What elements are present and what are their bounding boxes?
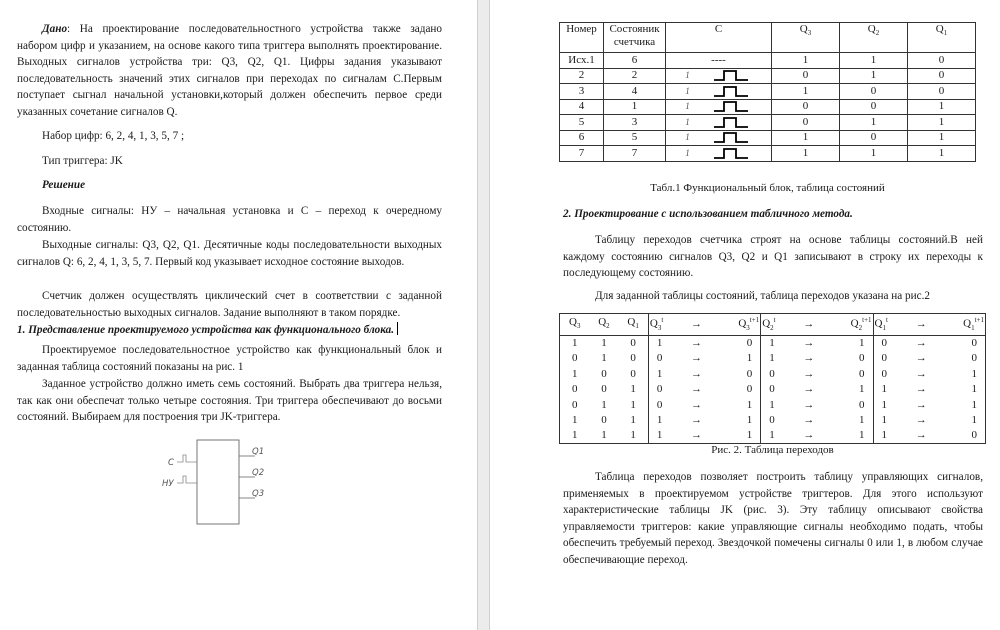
col-header-c: С	[666, 23, 772, 53]
output-q2-label: Q2	[252, 468, 265, 478]
table-row: 3 4 1 1 0 0	[560, 84, 976, 100]
given-paragraph: Дано: На проектирование последовательностного устройства также задано набором цифр и указанием, на основе какого типа триггера выполнять проектирование. Выходных сигналов устройства три: Q3, Q2, Q1. Цифры задания указывают последовательность значений этих сигналов при переходах по сигналам С.Первым поступает сыгнал начальной установки,который должен обеспечить первое среди указанных сочетание сигналов Q.	[17, 23, 442, 118]
solution-heading: Решение	[42, 179, 86, 191]
text-cursor	[397, 322, 398, 335]
counter-paragraph: Счетчик должен осуществлять циклический счет в соответствии с заданной последовательностью выходных сигналов. Задание выполняют в таком порядке.	[17, 290, 442, 319]
col-header-q1-t1: $Q_1^{t+1}$	[935, 314, 985, 336]
digit-set-line: Набор цифр: 6, 2, 4, 1, 3, 5, 7 ;	[42, 130, 185, 142]
table-row: Исх.1 6 ---- 1 1 0	[560, 53, 976, 69]
table-row: 6 5 1 1 0 1	[560, 130, 976, 146]
col-header-arrow: →	[907, 314, 935, 336]
pulse-icon	[712, 85, 752, 98]
table-row: 1 1 1 1 → 1 1 → 1 1 → 0	[560, 428, 986, 444]
pulse-icon	[712, 100, 752, 113]
col-header-q1-t: $Q_1^t$	[873, 314, 907, 336]
pulse-icon	[712, 131, 752, 144]
pulse-icon	[712, 116, 752, 129]
states-count-paragraph: Заданное устройство должно иметь семь состояний. Выбрать два триггера нельзя, так как они обеспечат только четыре состояния. Три триггера обеспечивают до восьми состояний. Выбираем для построения три JK-триггера.	[17, 378, 442, 424]
col-header-arrow: →	[683, 314, 711, 336]
col-header-counter-state: Состояник счетчика	[604, 23, 666, 53]
input-signals-paragraph: Входные сигналы: НУ – начальная установка и С – переход к очередному состоянию.	[17, 205, 442, 234]
transition-intro-paragraph: Таблицу переходов счетчика строят на основе таблицы состояний.В ней каждому состоянию сигналов Q3, Q2 и Q1 записывают в строку их переходы к последующему состоянию.	[563, 234, 983, 280]
table-row: 2 2 1 0 1 0	[560, 68, 976, 84]
page-separator	[477, 0, 490, 630]
clock-pulse-cell: 1	[666, 68, 772, 84]
transition-table	[559, 313, 986, 444]
col-header-q2-t: $Q_2^t$	[761, 314, 795, 336]
col-header-arrow: →	[795, 314, 823, 336]
document-page-right	[490, 0, 1000, 630]
input-c-label: С	[168, 458, 174, 468]
clock-pulse-cell: 1	[666, 99, 772, 115]
trigger-type-line: Тип триггера: JK	[42, 155, 123, 167]
output-signals-paragraph: Выходные сигналы: Q3, Q2, Q1. Десятичные коды последовательности выходных сигналов Q: 6, 2, 4, 1, 3, 5, 7. Первый код указывает исходное состояние выходов.	[17, 239, 442, 268]
state-table	[559, 22, 976, 162]
col-header-q3: $Q_3$	[560, 314, 590, 336]
state-table-caption: Табл.1 Функциональный блок, таблица состояний	[650, 182, 885, 194]
table-row: 0 0 1 0 → 0 0 → 1 1 → 1	[560, 382, 986, 398]
col-header-q3: $Q_3$	[772, 23, 840, 53]
col-header-q2: $Q_2$	[840, 23, 908, 53]
clock-pulse-cell: 1	[666, 146, 772, 162]
clock-pulse-cell: 1	[666, 84, 772, 100]
col-header-number: Номер	[560, 23, 604, 53]
table-row: 1 0 1 1 → 1 0 → 1 1 → 1	[560, 413, 986, 429]
table-row: 5 3 1 0 1 1	[560, 115, 976, 131]
table-row: 4 1 1 0 0 1	[560, 99, 976, 115]
table-row: 0 1 1 0 → 1 1 → 0 1 → 1	[560, 397, 986, 413]
col-header-q1: $Q_1$	[618, 314, 648, 336]
given-label: Дано	[42, 23, 68, 35]
transition-ref-paragraph: Для заданной таблицы состояний, таблица переходов указана на рис.2	[595, 290, 930, 302]
table-row: 1 1 0 1 → 0 1 → 1 0 → 0	[571, 336, 977, 349]
col-header-q1: $Q_1$	[908, 23, 976, 53]
col-header-q2: $Q_2$	[589, 314, 618, 336]
clock-pulse-cell: 1	[666, 130, 772, 146]
input-nu-label: НУ	[162, 479, 174, 489]
table-row: 1 0 0 1 → 0 0 → 0 0 → 1	[560, 366, 986, 382]
col-header-q3-t1: $Q_3^{t+1}$	[711, 314, 761, 336]
document-page-left	[0, 0, 477, 630]
col-header-q3-t: $Q_3^t$	[648, 314, 682, 336]
section-2-heading: 2. Проектирование с использованием табличного метода.	[563, 208, 853, 220]
functional-block-icon	[155, 435, 275, 535]
pulse-icon	[712, 69, 752, 82]
functional-block-diagram	[155, 435, 275, 535]
output-q3-label: Q3	[252, 489, 265, 499]
control-signals-paragraph: Таблица переходов позволяет построить таблицу управляющих сигналов, применяемых в проектируемом устройстве тригтеров. Для этого используют характеристические таблицы JK (рис. 3). Эту таблицу описывают свойства управляемости триггеров: какие управляющие сигналы необходимо подать, чтобы обеспечить требуемый переход. Звездочкой помечены сигналы 0 или 1, в любом случае обеспечивающие переход.	[563, 471, 983, 566]
transition-table-caption: Рис. 2. Таблица переходов	[711, 444, 834, 456]
section-1-heading[interactable]: 1. Представление проектируемого устройства как функционального блока.	[17, 322, 447, 339]
table-row: 0 1 0 0 → 1 1 → 0 0 → 0	[560, 351, 986, 367]
designed-device-paragraph: Проектируемое последовательностное устройство как функциональный блок и заданная таблица состояний показаны на рис. 1	[17, 344, 442, 373]
col-header-q2-t1: $Q_2^{t+1}$	[823, 314, 873, 336]
pulse-icon	[712, 147, 752, 160]
table-row: 7 7 1 1 1 1	[560, 146, 976, 162]
clock-pulse-cell: 1	[666, 115, 772, 131]
output-q1-label: Q1	[252, 447, 265, 457]
